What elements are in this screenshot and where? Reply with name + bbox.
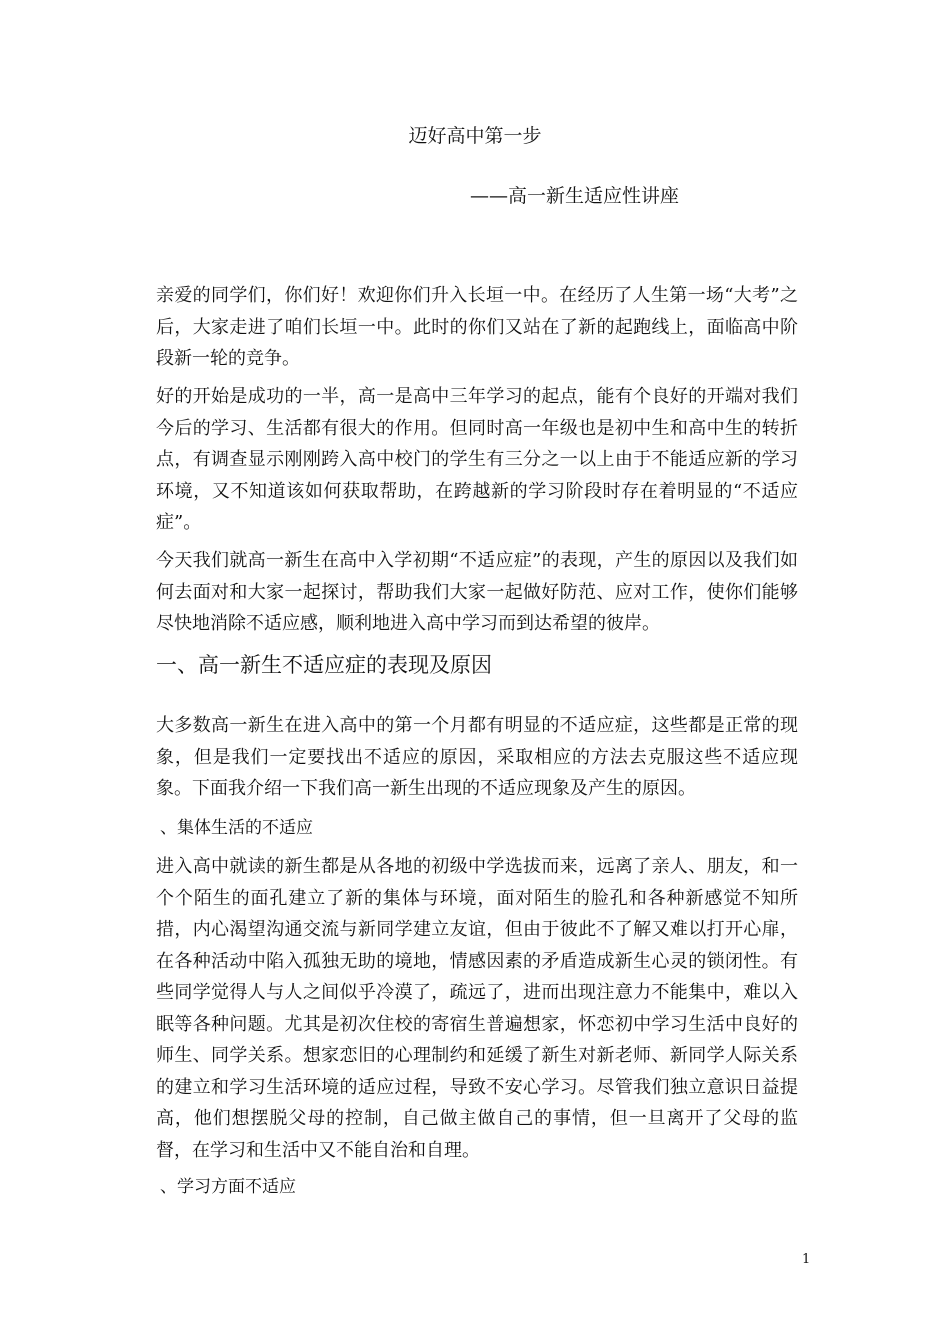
section-1-intro-paragraph: 大多数高一新生在进入高中的第一个月都有明显的不适应症，这些都是正常的现象，但是我们一定要找出不适应的原因，采取相应的方法去克服这些不适应现象。下面我介绍一下我们高一新生出现的不适应现象及产生的原因。: [156, 715, 798, 799]
document-title: 迈好高中第一步: [408, 125, 542, 147]
document-subtitle: ——高一新生适应性讲座: [470, 185, 680, 207]
intro-paragraph-2: 好的开始是成功的一半，高一是高中三年学习的起点，能有个良好的开端对我们今后的学习、生活都有很大的作用。但同时高一年级也是初中生和高中生的转折点，有调查显示刚刚跨入高中校门的学生有三分之一以上由于不能适应新的学习环境，又不知道该如何获取帮助，在跨越新的学习阶段时存在着明显的“不适应症”。: [156, 386, 798, 533]
subsection-heading-collective-life: 、集体生活的不适应: [160, 818, 313, 838]
subsection-paragraph-collective-life: 进入高中就读的新生都是从各地的初级中学选拔而来，远离了亲人、朋友，和一个个陌生的面孔建立了新的集体与环境，面对陌生的脸孔和各种新感觉不知所措，内心渴望沟通交流与新同学建立友谊，但由于彼此不了解又难以打开心扉，在各种活动中陷入孤独无助的境地，情感因素的矛盾造成新生心灵的锁闭性。有些同学觉得人与人之间似乎冷漠了，疏远了，进而出现注意力不能集中，难以入眠等各种问题。尤其是初次住校的寄宿生普遍想家，怀恋初中学习生活中良好的师生、同学关系。想家恋旧的心理制约和延缓了新生对新老师、新同学人际关系的建立和学习生活环境的适应过程，导致不安心学习。尽管我们独立意识日益提高，他们想摆脱父母的控制，自己做主做自己的事情，但一旦离开了父母的监督，在学习和生活中又不能自治和自理。: [156, 856, 798, 1161]
intro-paragraph-1: 亲爱的同学们，你们好！欢迎你们升入长垣一中。在经历了人生第一场“大考”之后，大家走进了咱们长垣一中。此时的你们又站在了新的起跑线上，面临高中阶段新一轮的竞争。: [156, 285, 798, 369]
page-number: 1: [802, 1252, 811, 1267]
intro-paragraph-3: 今天我们就高一新生在高中入学初期“不适应症”的表现，产生的原因以及我们如何去面对和大家一起探讨，帮助我们大家一起做好防范、应对工作，使你们能够尽快地消除不适应感，顺利地进入高中学习而到达希望的彼岸。: [156, 550, 798, 634]
section-heading-1: 一、高一新生不适应症的表现及原因: [156, 653, 492, 677]
subsection-heading-study: 、学习方面不适应: [160, 1177, 296, 1197]
